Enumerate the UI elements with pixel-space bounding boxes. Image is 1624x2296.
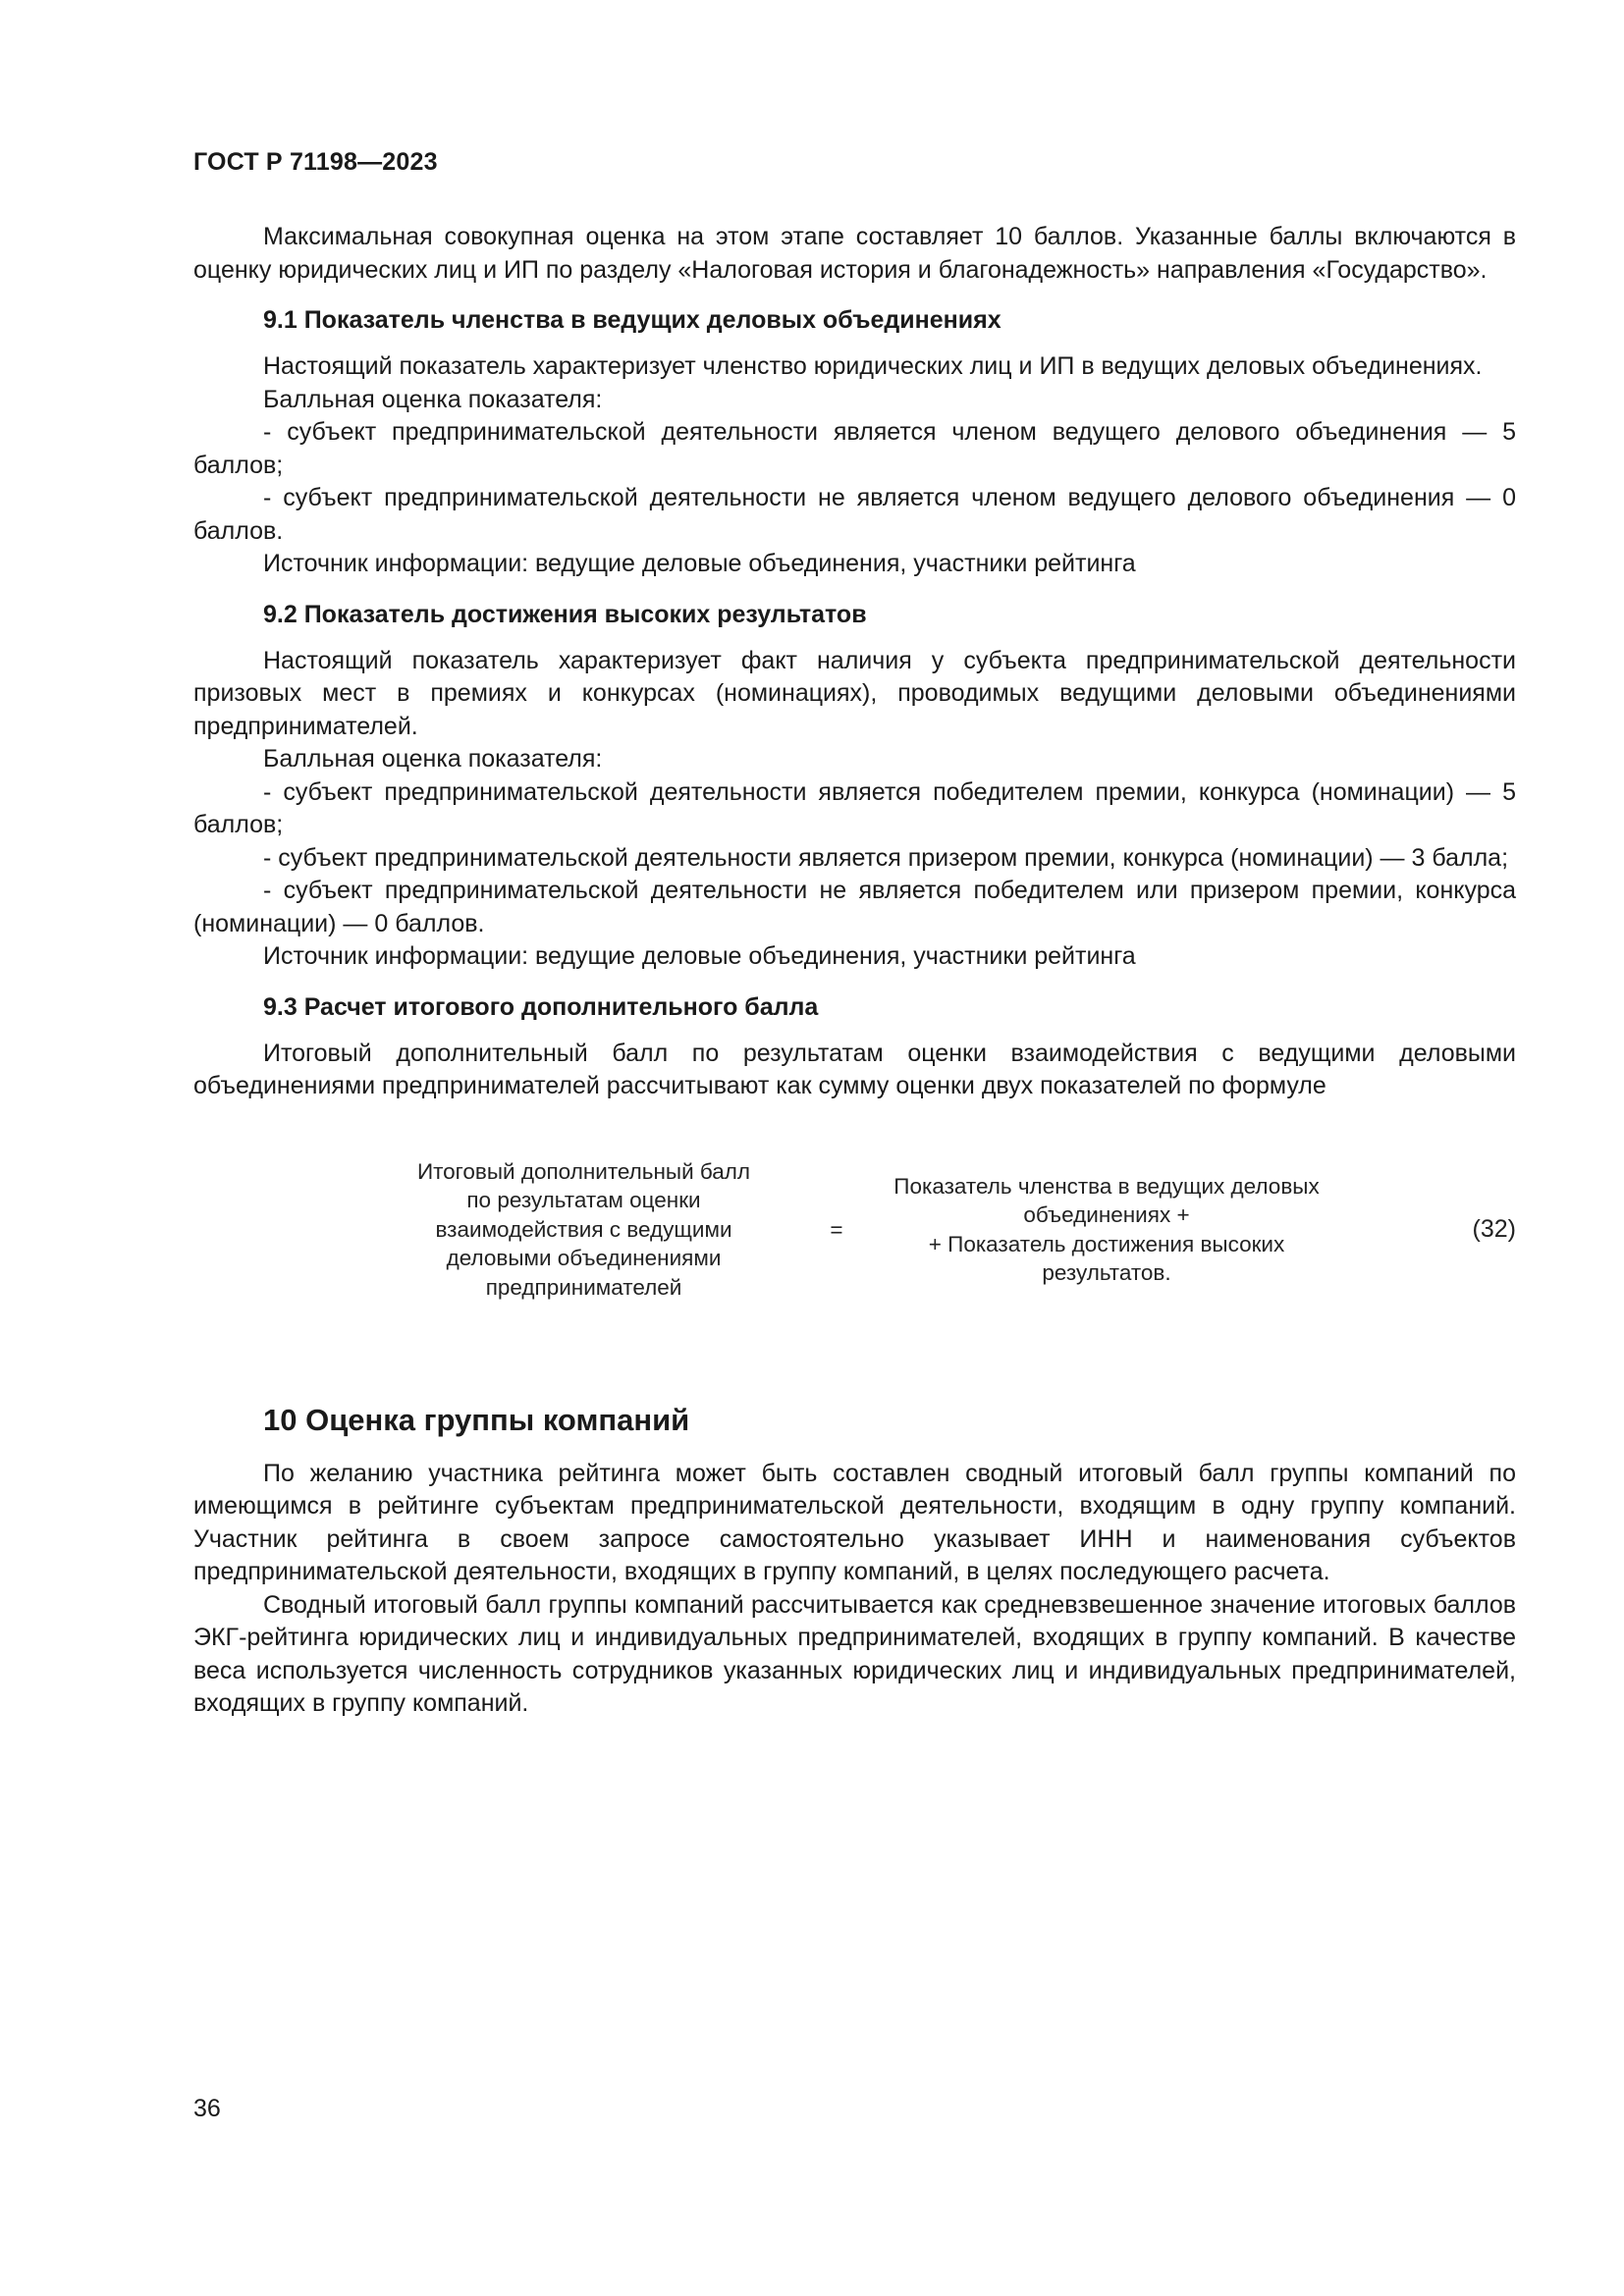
formula-right-line: объединениях +	[1023, 1202, 1190, 1227]
formula-left-line: по результатам оценки	[466, 1188, 701, 1212]
formula-left-line: Итоговый дополнительный балл	[416, 1158, 751, 1184]
formula-left-line: взаимодействия с ведущими	[435, 1216, 732, 1242]
document-body	[193, 221, 1516, 1721]
section-9-2-item-prize: - субъект предпринимательской деятельности является призером премии, конкурса (номинации) — 3 балла;	[263, 843, 1509, 872]
formula-left-line: деловыми объединениями	[446, 1246, 722, 1270]
section-9-1-title: 9.1 Показатель членства в ведущих деловых объединениях	[263, 306, 1001, 334]
formula-equals-sign: =	[830, 1216, 843, 1242]
section-9-2-source: Источник информации: ведущие деловые объединения, участники рейтинга	[263, 942, 1136, 970]
section-9-2-item-none: - субъект предпринимательской деятельности не является победителем или призером премии, конкурса (номинации) — 0 баллов.	[193, 877, 1516, 937]
section-9-3-title: 9.3 Расчет итогового дополнительного балла	[263, 992, 819, 1021]
formula-32	[193, 1157, 1516, 1329]
formula-right-line: + Показатель достижения высоких	[928, 1231, 1285, 1256]
section-9-1-item-not-member: - субъект предпринимательской деятельности не является членом ведущего делового объединения — 0 баллов.	[193, 484, 1516, 545]
section-9-1-scoring-label: Балльная оценка показателя:	[263, 385, 603, 413]
formula-right-side	[851, 1172, 1362, 1288]
document-header: ГОСТ Р 71198—2023	[193, 148, 438, 176]
formula-number: (32)	[1472, 1214, 1516, 1243]
section-10-title: 10 Оценка группы компаний	[263, 1402, 690, 1437]
section-9-2-item-winner: - субъект предпринимательской деятельности является победителем премии, конкурса (номинации) — 5 баллов;	[193, 777, 1516, 838]
section-9-2-title: 9.2 Показатель достижения высоких результатов	[263, 600, 867, 628]
section-9-2-description: Настоящий показатель характеризует факт наличия у субъекта предпринимательской деятельности призовых мест в премиях и конкурсах (номинациях), проводимых ведущими деловыми объединениями предпринимателей.	[193, 646, 1516, 740]
section-10-paragraph-1: По желанию участника рейтинга может быть составлен сводный итоговый балл группы компаний по имеющимся в рейтинге субъектам предпринимательской деятельности, входящим в одну группу компаний. Участник рейтинга в своем запросе самостоятельно указывает ИНН и наименования субъектов предпринимательской деятельности, входящих в группу компаний, в целях последующего расчета.	[193, 1459, 1516, 1585]
formula-right-line: результатов.	[1042, 1260, 1171, 1285]
section-9-1-source: Источник информации: ведущие деловые объединения, участники рейтинга	[263, 550, 1136, 577]
formula-right-line: Показатель членства в ведущих деловых	[893, 1173, 1320, 1199]
page-number: 36	[193, 2095, 221, 2122]
intro-paragraph: Максимальная совокупная оценка на этом этапе составляет 10 баллов. Указанные баллы включаются в оценку юридических лиц и ИП по разделу «Налоговая история и благонадежность» направления «Государство».	[193, 223, 1516, 284]
section-9-3-description: Итоговый дополнительный балл по результатам оценки взаимодействия с ведущими деловыми объединениями предпринимателей рассчитывают как сумму оценки двух показателей по формуле	[193, 1039, 1516, 1099]
formula-left-line: предпринимателей	[485, 1274, 682, 1300]
section-9-1-description: Настоящий показатель характеризует членство юридических лиц и ИП в ведущих деловых объединениях.	[263, 352, 1483, 380]
section-9-2-scoring-label: Балльная оценка показателя:	[263, 745, 603, 773]
formula-left-side	[380, 1157, 787, 1303]
section-10-paragraph-2: Сводный итоговый балл группы компаний рассчитывается как средневзвешенное значение итоговых баллов ЭКГ-рейтинга юридических лиц и индивидуальных предпринимателей, входящих в группу компаний. В качестве веса используется численность сотрудников указанных юридических лиц и индивидуальных предпринимателей, входящих в группу компаний.	[193, 1590, 1516, 1717]
section-9-1-item-member: - субъект предпринимательской деятельности является членом ведущего делового объединения — 5 баллов;	[193, 418, 1516, 479]
